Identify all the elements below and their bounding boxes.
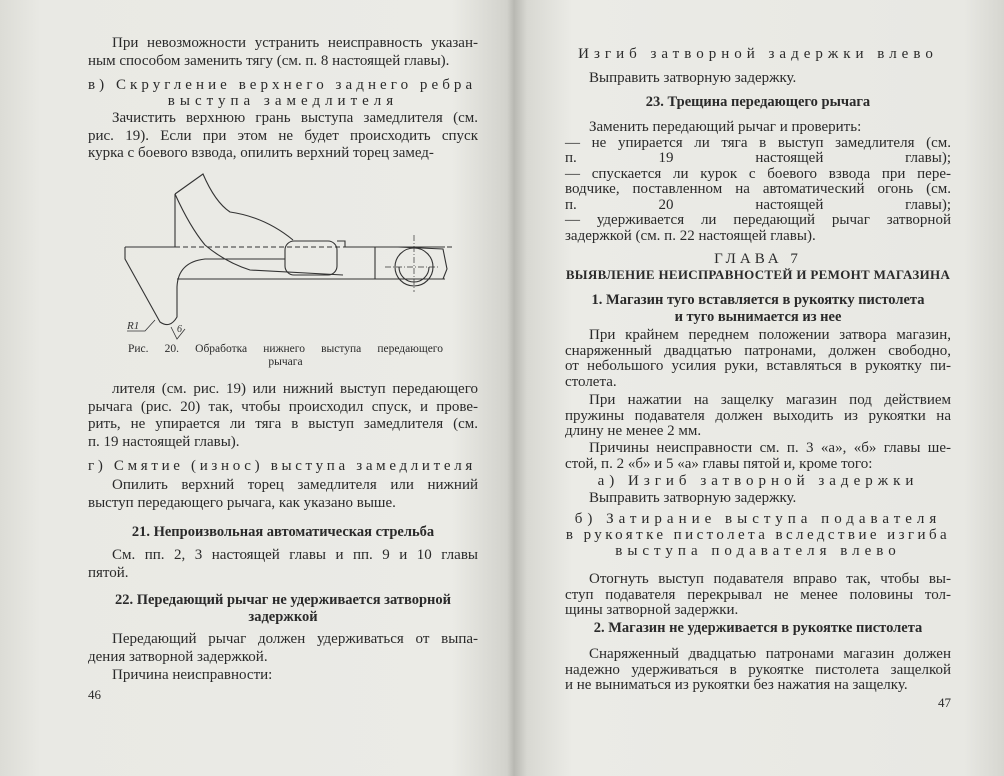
text-line: Выправить затворную задержку. <box>589 70 797 86</box>
text-line: ступ подавателя перекрывал не менее половины тол- <box>565 586 951 603</box>
text-line: ным способом заменить тягу (см. п. 8 настоящей главы). <box>88 52 450 69</box>
text-line: Снаряженный двадцатью патронами магазин должен <box>589 646 951 662</box>
text-line: задержкой (см. п. 22 настоящей главы). <box>565 227 816 244</box>
right-page-47 <box>565 0 951 776</box>
text-line: рить, не упирается ли тяга в выступ замедлителя (см. <box>88 416 478 432</box>
finish-label: 6 <box>177 324 182 335</box>
text-line: Зачистить верхнюю грань выступа замедлителя (см. <box>112 110 478 126</box>
text-line: длину не менее 2 мм. <box>565 423 702 439</box>
text-line: в рукоятке пистолета вследствие изгиба <box>565 527 951 543</box>
text-line: выступ передающего рычага, как указано выше. <box>88 494 396 511</box>
text-line: ГЛАВА 7 <box>714 251 802 267</box>
text-line: г) Смятие (износ) выступа замедлителя <box>88 458 476 474</box>
figure-caption <box>88 343 478 369</box>
text-line: Рис. 20. Обработка нижнего выступа передающего <box>128 343 443 355</box>
text-line: — удерживается ли передающий рычаг затворной <box>565 212 951 228</box>
text-line: пружины подавателя должен выходить из рукоятки на <box>565 407 951 424</box>
text-line: в) Скругление верхнего заднего ребра <box>88 77 477 93</box>
text-line: б) Затирание выступа подавателя <box>574 511 942 527</box>
text-line: рычага <box>268 356 303 368</box>
subsection-heading <box>88 458 478 474</box>
paragraph <box>88 477 478 512</box>
paragraph <box>565 491 951 507</box>
text-line: курка с боевого взвода, опилить верхний торец замед- <box>88 145 434 161</box>
paragraph <box>565 393 951 440</box>
text-line: При нажатии на защелку магазин под действием <box>589 392 951 408</box>
text-line: выступа подавателя влево <box>615 543 901 559</box>
text-line: лителя (см. рис. 19) или нижний выступ передающего <box>112 381 478 397</box>
text-line: столета. <box>565 373 617 390</box>
text-line: При невозможности устранить неисправность указан- <box>112 35 478 51</box>
figure-20-transfer-lever-drawing <box>115 167 455 342</box>
text-line: водчике, поставленном на автоматический огонь (см. <box>565 181 951 197</box>
paragraph <box>88 631 478 666</box>
section-heading <box>565 292 951 326</box>
left-page-46 <box>88 0 478 776</box>
paragraph <box>88 381 478 451</box>
text-line: и туго вынимается из нее <box>674 309 842 325</box>
text-line: Опилить верхний торец замедлителя или нижний <box>112 477 478 493</box>
paragraph <box>565 572 951 619</box>
text-line: Выправить затворную задержку. <box>589 490 797 506</box>
paragraph <box>88 35 478 70</box>
text-line: а) Изгиб затворной задержки <box>597 473 919 489</box>
text-line: Причина неисправности: <box>112 667 273 683</box>
radius-label: R1 <box>127 320 140 332</box>
subsection-heading <box>565 511 951 559</box>
page-number-right: 47 <box>938 695 951 710</box>
text-line: пятой. <box>88 564 129 581</box>
paragraph <box>565 328 951 390</box>
section-heading <box>565 620 951 637</box>
paragraph <box>565 441 951 472</box>
paragraph <box>565 120 951 244</box>
paragraph <box>565 647 951 694</box>
subsection-heading <box>565 473 951 489</box>
paragraph <box>88 547 478 582</box>
text-line: 1. Магазин туго вставляется в рукоятку пистолета <box>591 292 925 308</box>
subsection-heading <box>88 77 478 109</box>
paragraph <box>565 71 951 87</box>
text-line: надежно удерживаться в рукоятке пистолета защелкой <box>565 661 951 678</box>
text-line: См. пп. 2, 3 настоящей главы и пп. 9 и 10 главы <box>112 547 478 563</box>
text-line: При крайнем переднем положении затвора магазин, <box>589 327 951 343</box>
text-line: дения затворной задержкой. <box>88 648 268 665</box>
chapter-number <box>565 251 951 267</box>
text-line: — не упирается ли тяга в выступ замедлителя (см. <box>565 134 951 151</box>
text-line: Заменить передающий рычаг и проверить: <box>589 119 862 135</box>
paragraph <box>88 667 478 685</box>
text-line: рис. 19). Если при этом не будет происходить спуск <box>88 127 478 144</box>
subsection-heading <box>565 46 951 62</box>
text-line: щины затворной задержки. <box>565 602 739 618</box>
page-number-left: 46 <box>88 687 101 702</box>
paragraph <box>88 110 478 163</box>
text-line: от небольшого усилия руки, вставляться в рукоятку пи- <box>565 358 951 374</box>
text-line: п. 20 настоящей главы); <box>565 196 951 213</box>
text-line: Отогнуть выступ подавателя вправо так, чтобы вы- <box>589 571 951 587</box>
text-line: 23. Трещина передающего рычага <box>645 94 871 110</box>
text-line: 22. Передающий рычаг не удерживается затворной <box>114 592 452 608</box>
text-line: 21. Непроизвольная автоматическая стрельба <box>131 524 435 540</box>
text-line: снаряженный двадцатью патронами, должен свободно, <box>565 342 951 359</box>
text-line: задержкой <box>248 609 318 625</box>
section-heading <box>88 592 478 626</box>
text-line: выступа замедлителя <box>167 93 399 109</box>
text-line: Передающий рычаг должен удерживаться от выпа- <box>112 631 478 647</box>
text-line: Изгиб затворной задержки влево <box>578 46 938 62</box>
text-line: — спускается ли курок с боевого взвода при пере- <box>565 165 951 182</box>
text-line: рычага (рис. 20) так, чтобы происходил спуск, и прове- <box>88 398 478 415</box>
text-line: Причины неисправности см. п. 3 «а», «б» главы ше- <box>589 440 951 456</box>
text-line: 2. Магазин не удерживается в рукоятке пистолета <box>593 620 923 636</box>
section-heading <box>88 524 478 541</box>
text-line: п. 19 настоящей главы); <box>565 150 951 166</box>
section-heading <box>565 94 951 111</box>
text-line: стой, п. 2 «б» и 5 «а» главы пятой и, кроме того: <box>565 455 873 472</box>
chapter-title <box>565 267 951 283</box>
text-line: и не выниматься из рукоятки без нажатия на защелку. <box>565 677 908 693</box>
text-line: ВЫЯВЛЕНИЕ НЕИСПРАВНОСТЕЙ И РЕМОНТ МАГАЗИНА <box>565 267 951 282</box>
text-line: п. 19 настоящей главы). <box>88 433 240 450</box>
